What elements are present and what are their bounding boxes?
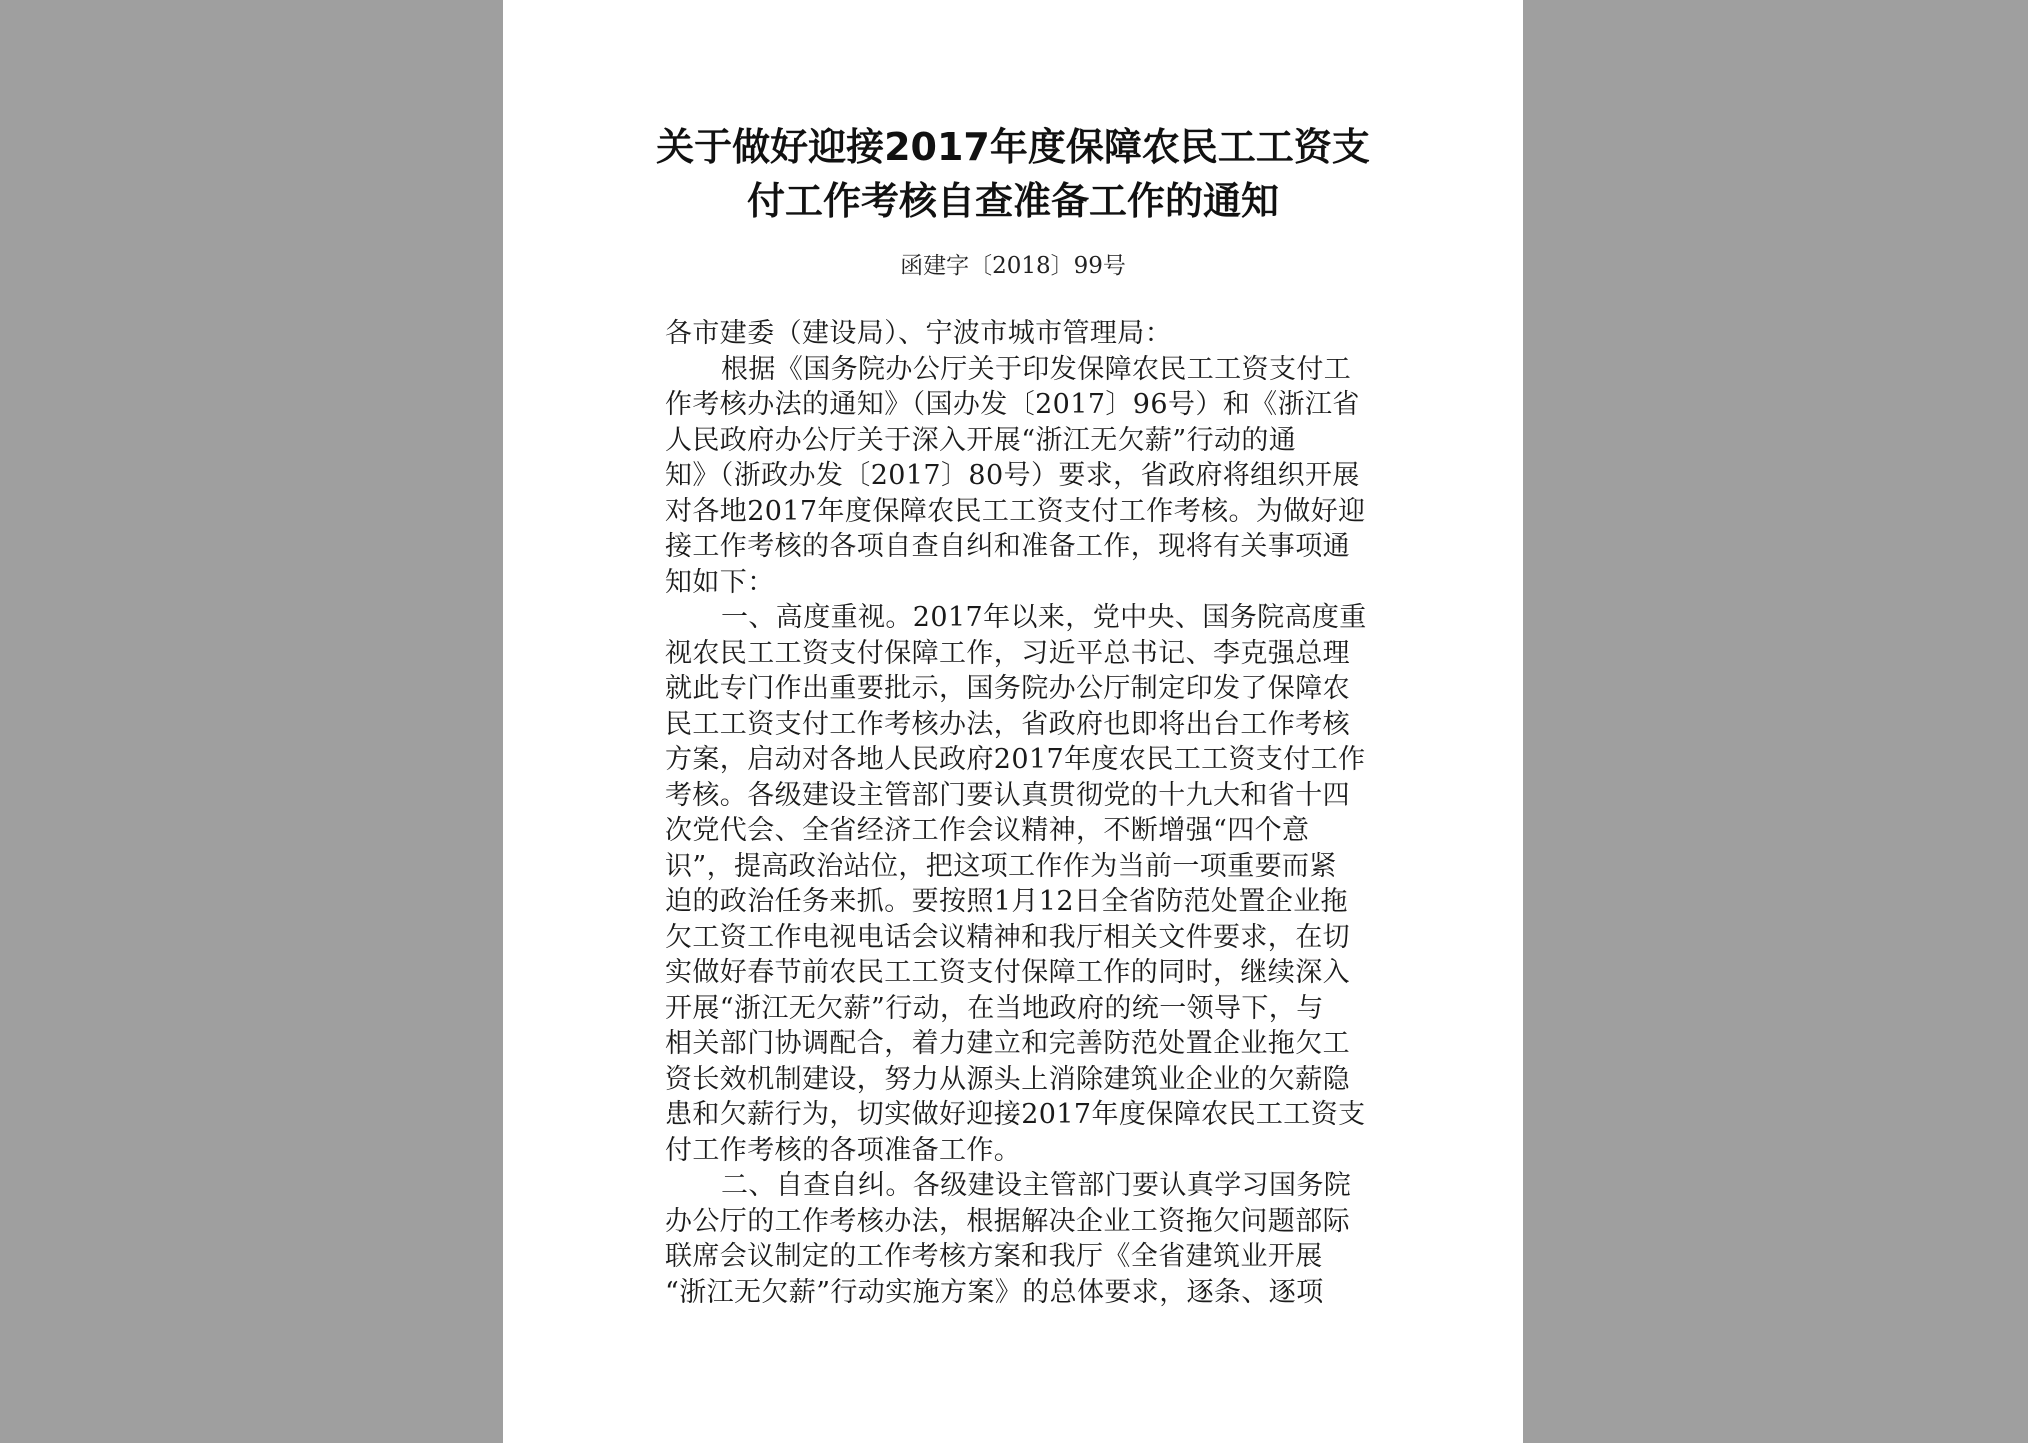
document-number: 函建字〔2018〕99号	[900, 253, 1126, 279]
body-line: 作考核办法的通知》（国办发〔2017〕96号）和《浙江省	[665, 389, 1360, 420]
section-1-line: 一、高度重视。2017年以来，党中央、国务院高度重	[721, 602, 1367, 633]
title-line-1: 关于做好迎接2017年度保障农民工工资支	[656, 125, 1370, 169]
body-line: 接工作考核的各项自查自纠和准备工作，现将有关事项通	[665, 531, 1350, 562]
body-line: 知》（浙政办发〔2017〕80号）要求，省政府将组织开展	[665, 460, 1360, 491]
body-line: 开展“浙江无欠薪”行动，在当地政府的统一领导下，与	[665, 992, 1324, 1024]
body-line: 方案，启动对各地人民政府2017年度农民工工资支付工作	[665, 744, 1366, 775]
document-body	[665, 316, 1371, 1310]
body-line: 次党代会、全省经济工作会议精神，不断增强“四个意	[665, 815, 1310, 846]
body-line: 欠工资工作电视电话会议精神和我厅相关文件要求，在切	[665, 921, 1350, 953]
body-line: 就此专门作出重要批示，国务院办公厅制定印发了保障农	[665, 673, 1350, 704]
body-line: 识”，提高政治站位，把这项工作作为当前一项重要而紧	[665, 850, 1337, 882]
document-page	[503, 0, 1523, 1443]
body-line: 对各地2017年度保障农民工工资支付工作考核。为做好迎	[665, 495, 1366, 527]
body-line: 联席会议制定的工作考核方案和我厅《全省建筑业开展	[665, 1241, 1323, 1272]
title-line-2: 付工作考核自查准备工作的通知	[746, 179, 1279, 223]
body-line: 付工作考核的各项准备工作。	[665, 1134, 1022, 1166]
body-line: “浙江无欠薪”行动实施方案》的总体要求，逐条、逐项	[665, 1276, 1324, 1308]
body-line: 根据《国务院办公厅关于印发保障农民工工资支付工	[721, 353, 1352, 385]
body-line: 相关部门协调配合，着力建立和完善防范处置企业拖欠工	[665, 1028, 1350, 1059]
section-2-line: 二、自查自纠。各级建设主管部门要认真学习国务院	[721, 1170, 1352, 1201]
body-line: 实做好春节前农民工工资支付保障工作的同时，继续深入	[665, 957, 1350, 988]
body-line: 迫的政治任务来抓。要按照1月12日全省防范处置企业拖	[665, 886, 1348, 917]
salutation-line: 各市建委（建设局）、宁波市城市管理局：	[665, 318, 1173, 349]
body-line: 视农民工工资支付保障工作，习近平总书记、李克强总理	[665, 637, 1350, 669]
body-line: 民工工资支付工作考核办法，省政府也即将出台工作考核	[665, 708, 1350, 740]
document-title	[503, 120, 1523, 228]
body-line: 考核。各级建设主管部门要认真贯彻党的十九大和省十四	[665, 779, 1350, 811]
body-line: 办公厅的工作考核办法，根据解决企业工资拖欠问题部际	[665, 1205, 1350, 1237]
body-line: 患和欠薪行为，切实做好迎接2017年度保障农民工工资支	[665, 1099, 1366, 1130]
body-line: 资长效机制建设，努力从源头上消除建筑业企业的欠薪隐	[665, 1063, 1350, 1095]
body-line: 知如下：	[665, 566, 775, 598]
body-line: 人民政府办公厅关于深入开展“浙江无欠薪”行动的通	[665, 424, 1297, 456]
